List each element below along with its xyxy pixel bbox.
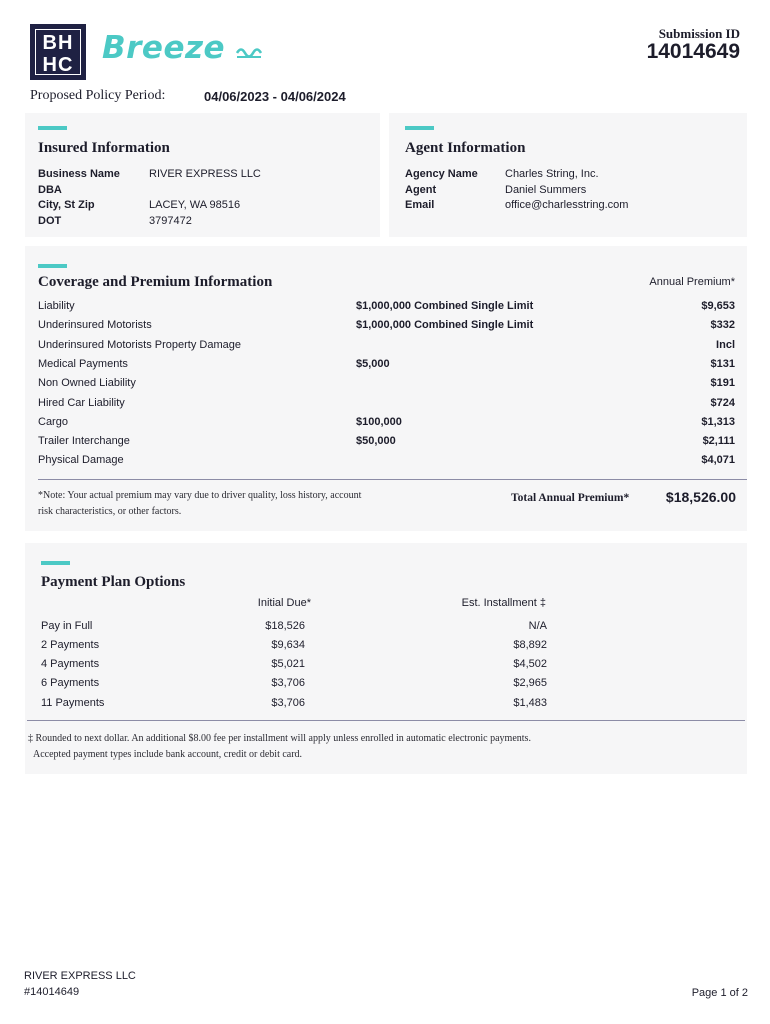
accent-bar — [38, 126, 67, 130]
breeze-logo — [102, 30, 262, 66]
coverage-name: Underinsured Motorists Property Damage — [38, 338, 241, 351]
note-line: Accepted payment types include bank account, credit or debit card. — [33, 749, 303, 760]
payment-installment: $1,483 — [513, 696, 547, 709]
initial-due-header: Initial Due* — [257, 597, 311, 609]
coverage-name: Non Owned Liability — [38, 377, 136, 390]
coverage-name: Medical Payments — [38, 357, 128, 370]
coverage-premium: $9,653 — [701, 300, 735, 312]
payment-note — [28, 731, 728, 763]
coverage-premium: $724 — [710, 396, 735, 409]
agent-fields — [405, 167, 735, 214]
agent-email[interactable]: office@charlesstring.com — [505, 199, 629, 211]
payment-initial: $5,021 — [271, 658, 305, 671]
coverage-limit: $5,000 — [356, 357, 390, 370]
coverage-premium: $332 — [710, 319, 735, 332]
payment-installment: N/A — [528, 619, 547, 632]
accent-bar — [41, 561, 70, 565]
note-line: risk characteristics, or other factors. — [38, 506, 182, 517]
payment-initial: $9,634 — [271, 638, 305, 651]
coverage-name: Hired Car Liability — [38, 396, 125, 409]
accent-bar — [405, 126, 434, 130]
coverage-premium: $191 — [710, 377, 735, 390]
wave-icon — [236, 45, 262, 59]
coverage-premium: Incl — [716, 338, 735, 351]
coverage-title: Coverage and Premium Information — [38, 274, 273, 290]
payment-installment: $4,502 — [513, 658, 547, 671]
policy-period-value: 04/06/2023 - 04/06/2024 — [204, 89, 346, 104]
coverage-name: Liability — [38, 300, 75, 312]
payment-initial: $18,526 — [265, 619, 305, 632]
coverage-limit: $100,000 — [356, 415, 402, 428]
payment-plan: 11 Payments — [41, 696, 105, 709]
coverage-limit: $1,000,000 Combined Single Limit — [356, 319, 534, 332]
coverage-premium: $2,111 — [702, 435, 735, 448]
field-label: City, St Zip — [38, 199, 95, 211]
insured-card — [25, 113, 380, 237]
total-premium-label: Total Annual Premium* — [511, 492, 630, 504]
field-value: Daniel Summers — [505, 183, 587, 196]
field-value: Charles String, Inc. — [505, 168, 599, 180]
field-label: DOT — [38, 214, 62, 227]
submission-id-value: 14014649 — [646, 40, 740, 63]
logo-line-2: HC — [42, 54, 74, 76]
bhhc-logo — [30, 24, 86, 80]
footer-id: #14014649 — [24, 985, 80, 998]
payment-initial: $3,706 — [271, 696, 305, 709]
note-line: *Note: Your actual premium may vary due to driver quality, loss history, account — [38, 490, 362, 501]
payment-title: Payment Plan Options — [41, 574, 186, 590]
coverage-premium: $4,071 — [701, 454, 735, 467]
coverage-name: Physical Damage — [38, 454, 124, 467]
field-label: Agent — [405, 183, 437, 196]
footer-company: RIVER EXPRESS LLC — [24, 970, 136, 982]
payment-divider — [27, 720, 745, 721]
coverage-card — [25, 246, 747, 531]
field-label: Email — [405, 199, 435, 211]
policy-period-label: Proposed Policy Period: — [30, 88, 166, 103]
footer-left — [24, 969, 136, 1000]
total-premium-value: $18,526.00 — [665, 489, 736, 505]
payment-plan: Pay in Full — [41, 619, 93, 632]
coverage-premium: $1,313 — [701, 415, 735, 428]
installment-header: Est. Installment ‡ — [461, 597, 546, 609]
insured-fields — [38, 167, 368, 229]
payment-installment: $8,892 — [513, 638, 547, 651]
payment-plan: 2 Payments — [41, 638, 100, 651]
field-value: LACEY, WA 98516 — [149, 199, 241, 211]
field-value: 3797472 — [149, 214, 192, 227]
field-value: RIVER EXPRESS LLC — [149, 168, 261, 180]
premium-note — [38, 488, 438, 520]
payment-plan: 6 Payments — [41, 677, 100, 690]
coverage-premium: $131 — [710, 357, 735, 370]
page-number: Page 1 of 2 — [691, 987, 748, 999]
accent-bar — [38, 264, 67, 268]
coverage-limit: $1,000,000 Combined Single Limit — [356, 300, 534, 312]
coverage-limit: $50,000 — [356, 435, 396, 448]
coverage-name: Trailer Interchange — [38, 435, 130, 448]
field-label: DBA — [38, 183, 62, 196]
insured-title: Insured Information — [38, 140, 170, 156]
coverage-name: Cargo — [38, 415, 68, 428]
agent-card — [389, 113, 747, 237]
field-label: Agency Name — [405, 168, 478, 180]
agent-title: Agent Information — [405, 140, 526, 156]
payment-installment: $2,965 — [513, 677, 547, 690]
coverage-divider — [38, 479, 747, 480]
coverage-name: Underinsured Motorists — [38, 319, 152, 332]
field-label: Business Name — [38, 168, 120, 180]
payment-initial: $3,706 — [271, 677, 305, 690]
payment-card — [25, 543, 747, 774]
logo-line-1: BH — [42, 32, 74, 54]
payment-plan: 4 Payments — [41, 658, 100, 671]
note-line: ‡ Rounded to next dollar. An additional $8.00 fee per installment will apply unless enrolled in automatic electronic payments. — [28, 733, 531, 744]
breeze-wordmark: Breeze — [102, 30, 226, 66]
annual-premium-header: Annual Premium* — [649, 276, 735, 288]
submission-id-label: Submission ID — [658, 26, 740, 41]
